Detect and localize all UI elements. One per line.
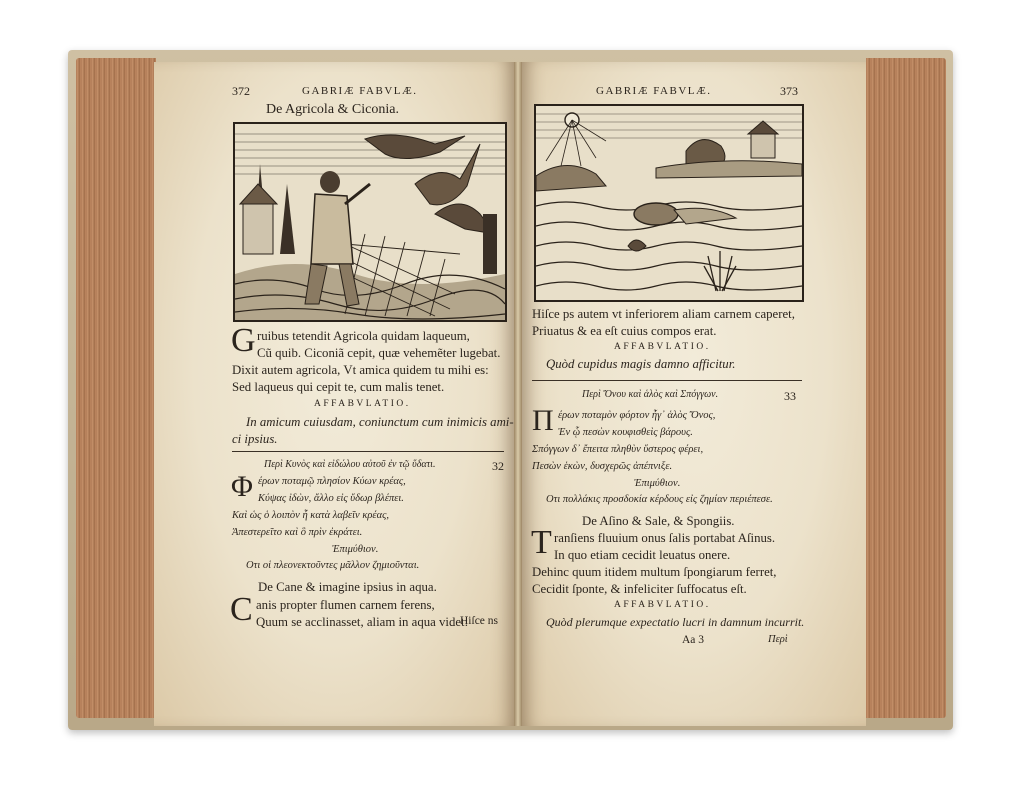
woodcut-river-scene xyxy=(534,104,804,302)
right-section-rule xyxy=(532,380,802,381)
right-page xyxy=(522,62,866,726)
right-page-edges xyxy=(866,58,946,718)
right-greek-drop-cap: Π xyxy=(532,404,554,437)
left-epimythion: Ἐπιμύθιον. xyxy=(332,544,379,555)
right-verse-line: Hiſce ps autem vt inferiorem aliam carnem caperet, xyxy=(532,307,795,321)
left-verse-line: Cũ quib. Ciconiã cepit, quæ vehemẽter lugebat. xyxy=(257,346,501,360)
left-verse-line: ruibus tetendit Agricola quidam laqueum, xyxy=(257,329,470,343)
right-catchword: Περὶ xyxy=(768,634,788,645)
right-drop-cap: T xyxy=(531,524,552,561)
left-greek-line: Κύψας ἰδὼν, ἄλλο εἰς ὕδωρ βλέπει. xyxy=(258,493,404,504)
right-running-head: GABRIÆ FABVLÆ. xyxy=(596,85,712,97)
left-second-line: Quum se acclinasset, aliam in aqua videt: xyxy=(256,615,469,629)
right-affabulatio: AFFABVLATIO. xyxy=(614,342,711,352)
right-greek-line: Σπόγγων δ᾽ ἔπειτα πληθὺν ὕστερος φέρει, xyxy=(532,444,704,455)
right-greek-moral: Οτι πολλάκις προσδοκία κέρδους εἰς ζημίαν περιέπεσε. xyxy=(546,494,773,505)
farmer-storks-illustration xyxy=(235,124,505,320)
right-latin-line: Dehinc quum itidem multum ſpongiarum ferret, xyxy=(532,565,777,579)
left-drop-cap: G xyxy=(231,322,256,359)
right-moral-line-2: Quòd plerumque expectatio lucri in damnum incurrit. xyxy=(546,615,805,629)
left-greek-line: Καὶ ὡς ὁ λοιπὸν ἦ κατὰ λαβεῖν κρέας, xyxy=(232,510,389,521)
left-page xyxy=(154,62,514,726)
woodcut-farmer-storks xyxy=(233,122,507,322)
right-latin-line: In quo etiam cecidit leuatus onere. xyxy=(554,548,731,562)
right-latin-line: Cecidit ſponte, & infeliciter ſuffocatus eſt. xyxy=(532,582,747,596)
left-greek-moral: Οτι οἱ πλεονεκτοῦντες μᾶλλον ζημιοῦνται. xyxy=(246,560,420,571)
left-greek-line: Ἀπεστερεῖτο καὶ ὃ πρὶν ἐκράτει. xyxy=(232,527,363,538)
left-second-title: De Cane & imagine ipsius in aqua. xyxy=(258,580,437,594)
right-greek-line: έρων ποταμὸν φόρτον ἦγ᾽ ἁλὸς Ὄνος, xyxy=(558,410,716,421)
right-greek-number: 33 xyxy=(784,389,796,403)
left-affabulatio: AFFABVLATIO. xyxy=(314,399,411,409)
left-catchword: Hiſce ns xyxy=(460,615,499,627)
left-fable-title: De Agricola & Ciconia. xyxy=(266,102,399,117)
left-verse-line: Sed laqueus qui cepit te, cum malis tenet. xyxy=(232,380,445,394)
left-greek-heading: Περὶ Κυνὸς καὶ εἰδώλου αὐτοῦ ἐν τῷ ὕδατι. xyxy=(264,459,436,470)
left-page-edges xyxy=(76,58,156,718)
book-gutter xyxy=(514,62,522,726)
right-page-number: 373 xyxy=(780,84,798,98)
left-section-rule xyxy=(232,451,504,452)
right-fable-title: De Aſino & Sale, & Spongiis. xyxy=(582,514,735,528)
right-greek-line: Ἐν ᾧ πεσὼν κουφισθεὶς βάρους. xyxy=(558,427,693,438)
right-greek-heading: Περὶ Ὄνου καὶ ἁλὸς καὶ Σπόγγων. xyxy=(582,389,719,400)
right-epimythion: Ἐπιμύθιον. xyxy=(634,478,681,489)
left-greek-number: 32 xyxy=(492,459,504,473)
left-verse-line: Dixit autem agricola, Vt amica quidem tu mihi es: xyxy=(232,363,489,377)
right-affabulatio-2: AFFABVLATIO. xyxy=(614,600,711,610)
left-moral-line: ci ipsius. xyxy=(232,432,278,446)
signature-mark: Aa 3 xyxy=(682,634,705,646)
right-greek-line: Πεσὼν ἑκὼν, δυσχερῶς ἀπέπνιξε. xyxy=(532,461,673,472)
left-moral-line: In amicum cuiusdam, coniunctum cum inimicis ami- xyxy=(246,415,514,429)
left-running-head: GABRIÆ FABVLÆ. xyxy=(302,85,418,97)
river-scene-illustration xyxy=(536,106,802,300)
right-latin-line: ranſiens fluuium onus ſalis portabat Aſinus. xyxy=(554,531,776,545)
left-second-line: anis propter flumen carnem ferens, xyxy=(256,598,435,612)
left-greek-line: έρων ποταμῷ πλησίον Κύων κρέας, xyxy=(258,476,406,487)
left-second-drop-cap: C xyxy=(230,591,253,628)
left-greek-drop-cap: Φ xyxy=(231,470,253,503)
left-page-number: 372 xyxy=(232,84,250,98)
right-verse-line: Priuatus & ea eſt cuius compos erat. xyxy=(532,324,717,338)
right-moral-line: Quòd cupidus magis damno afficitur. xyxy=(546,357,736,371)
